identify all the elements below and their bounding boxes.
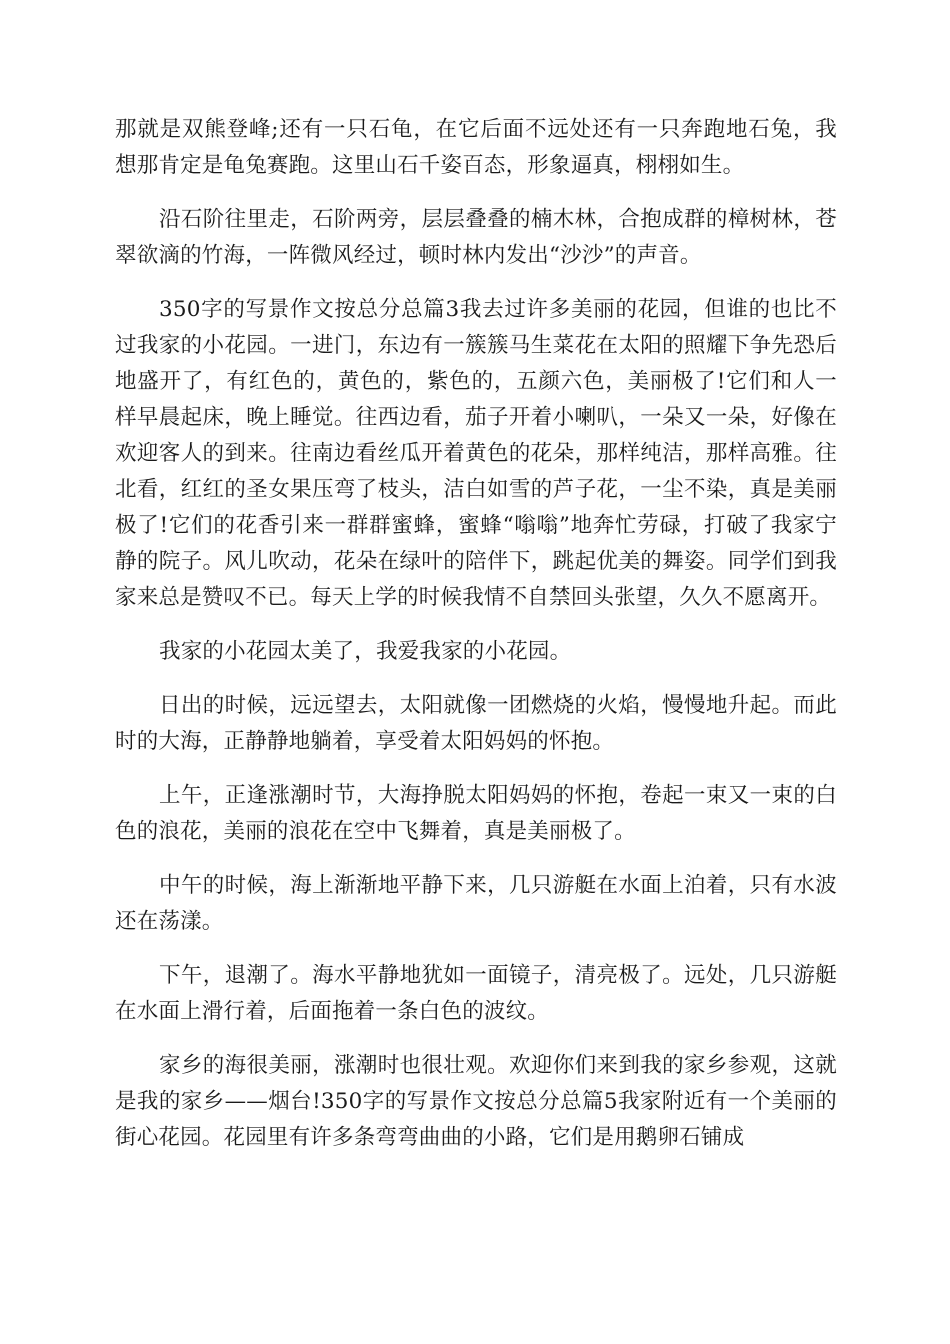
paragraph-1: 那就是双熊登峰;还有一只石龟，在它后面不远处还有一只奔跑地石兔，我想那肯定是龟兔赛跑。这里山石千姿百态，形象逼真，栩栩如生。: [115, 117, 837, 178]
paragraph-5: 日出的时候，远远望去，太阳就像一团燃烧的火焰，慢慢地升起。而此时的大海，正静静地躺着，享受着太阳妈妈的怀抱。: [115, 693, 837, 754]
paragraph-2: 沿石阶往里走，石阶两旁，层层叠叠的楠木林，合抱成群的樟树林，苍翠欲滴的竹海，一阵微风经过，顿时林内发出“沙沙”的声音。: [115, 207, 837, 268]
paragraph-9: 家乡的海很美丽，涨潮时也很壮观。欢迎你们来到我的家乡参观，这就是我的家乡——烟台!350字的写景作文按总分总篇5我家附近有一个美丽的街心花园。花园里有许多条弯弯曲曲的小路，它们是用鹅卵石铺成: [115, 1053, 837, 1150]
document-body: [115, 112, 837, 1174]
paragraph-3: 350字的写景作文按总分总篇3我去过许多美丽的花园，但谁的也比不过我家的小花园。一进门，东边有一簇簇马生菜花在太阳的照耀下争先恐后地盛开了，有红色的，黄色的，紫色的，五颜六色，美丽极了!它们和人一样早晨起床，晚上睡觉。往西边看，茄子开着小喇叭，一朵又一朵，好像在欢迎客人的到来。往南边看丝瓜开着黄色的花朵，那样纯洁，那样高雅。往北看，红红的圣女果压弯了枝头，洁白如雪的芦子花，一尘不染，真是美丽极了!它们的花香引来一群群蜜蜂，蜜蜂“嗡嗡”地奔忙劳碌，打破了我家宁静的院子。风儿吹动，花朵在绿叶的陪伴下，跳起优美的舞姿。同学们到我家来总是赞叹不已。每天上学的时候我情不自禁回头张望，久久不愿离开。: [115, 297, 837, 610]
paragraph-6: 上午，正逢涨潮时节，大海挣脱太阳妈妈的怀抱，卷起一束又一束的白色的浪花，美丽的浪花在空中飞舞着，真是美丽极了。: [115, 783, 837, 844]
paragraph-7: 中午的时候，海上渐渐地平静下来，几只游艇在水面上泊着，只有水波还在荡漾。: [115, 873, 837, 934]
paragraph-8: 下午，退潮了。海水平静地犹如一面镜子，清亮极了。远处，几只游艇在水面上滑行着，后面拖着一条白色的波纹。: [115, 963, 837, 1024]
paragraph-4: 我家的小花园太美了，我爱我家的小花园。: [159, 639, 572, 664]
